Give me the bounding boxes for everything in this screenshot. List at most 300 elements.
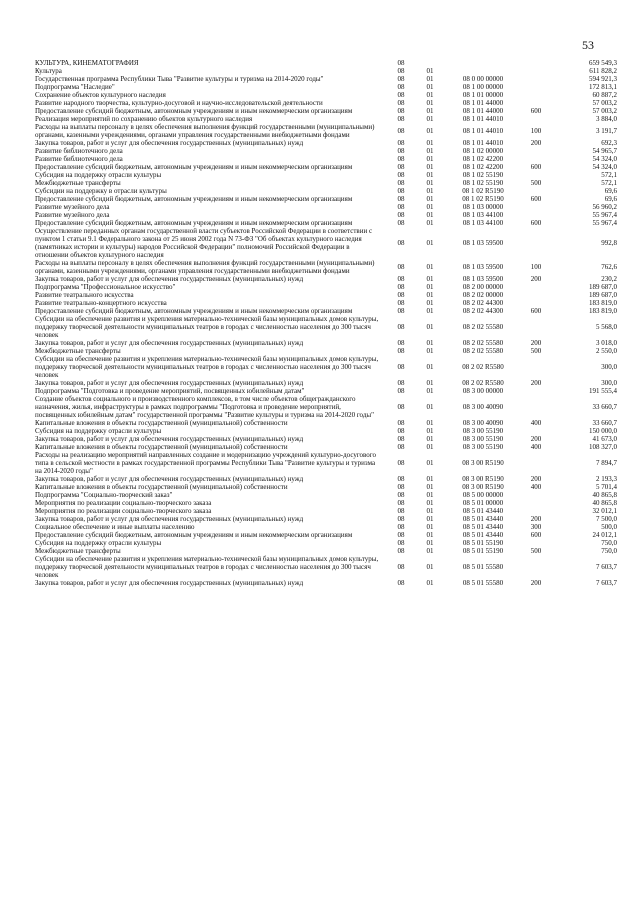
row-target-article: 08 2 02 55580 — [462, 323, 504, 331]
row-target-article: 08 1 02 55190 — [462, 179, 504, 187]
row-target-article: 08 0 00 00000 — [462, 75, 504, 83]
row-subsection: 01 — [426, 427, 434, 435]
row-expense-type — [521, 203, 551, 211]
table-row — [35, 547, 617, 555]
row-target-article: 08 5 01 55190 — [462, 539, 504, 547]
row-target-article: 08 5 01 55190 — [462, 547, 504, 555]
row-target-article: 08 5 01 00000 — [462, 499, 504, 507]
row-amount: 7 603,7 — [596, 579, 617, 587]
table-row — [35, 171, 617, 179]
row-section: 08 — [397, 147, 405, 155]
row-amount: 57 003,2 — [592, 99, 617, 107]
row-amount: 300,0 — [601, 363, 617, 371]
row-section: 08 — [397, 139, 405, 147]
row-subsection: 01 — [426, 499, 434, 507]
row-subsection: 01 — [426, 507, 434, 515]
budget-table-body — [35, 59, 617, 587]
row-amount: 189 687,0 — [589, 291, 617, 299]
row-amount: 108 327,0 — [589, 443, 617, 451]
row-target-article: 08 1 03 59500 — [462, 239, 504, 247]
row-expense-type: 100 — [530, 127, 542, 135]
row-expense-type: 600 — [530, 219, 542, 227]
row-section: 08 — [397, 515, 405, 523]
table-row — [35, 475, 617, 483]
row-expense-type — [521, 171, 551, 179]
table-row — [35, 451, 617, 475]
row-target-article: 08 1 01 44010 — [462, 115, 504, 123]
row-name: Предоставление субсидий бюджетным, автономным учреждениям и иным некоммерческим организациям — [35, 163, 353, 171]
table-row — [35, 283, 617, 291]
row-target-article: 08 2 02 00000 — [462, 291, 504, 299]
row-name: Предоставление субсидий бюджетным, автономным учреждениям и иным некоммерческим организациям — [35, 531, 353, 539]
row-section: 08 — [397, 75, 405, 83]
row-name: Развитие народного творчества, культурно-досуговой и научно-исследовательской деятельности — [35, 99, 323, 107]
table-row — [35, 523, 617, 531]
row-name: Субсидия на поддержку отрасли культуры — [35, 171, 162, 179]
row-name: Расходы на реализацию мероприятий направленных создание и модернизацию учреждений культурно-досугового типа в сельской местности в рамках государственной программы Республики Тыва "Развитие культуры и туризма на 2014-2020 годы" — [35, 451, 377, 475]
row-amount: 5 701,4 — [596, 483, 617, 491]
row-amount: 54 965,7 — [592, 147, 617, 155]
row-subsection: 01 — [426, 443, 434, 451]
row-subsection: 01 — [426, 75, 434, 83]
row-name: Развитие библиотечного дела — [35, 155, 123, 163]
row-subsection: 01 — [426, 515, 434, 523]
row-name: Культура — [35, 67, 62, 75]
row-expense-type — [521, 491, 551, 499]
row-amount: 40 865,8 — [592, 499, 617, 507]
table-row — [35, 291, 617, 299]
table-row — [35, 435, 617, 443]
table-row — [35, 83, 617, 91]
table-row — [35, 227, 617, 259]
row-target-article: 08 1 03 44100 — [462, 219, 504, 227]
row-section: 08 — [397, 491, 405, 499]
row-subsection: 01 — [426, 387, 434, 395]
row-name: Создание объектов социального и производственного комплексов, в том числе объектов общегражданского назначения, жилья, инфраструктуры в рамках подпрограммы "Подготовка и проведение мероприятий, посвященных юбилейным датам" государственной программы "Развитие культуры и туризма на 2014-2020 годы" — [35, 395, 374, 419]
row-subsection: 01 — [426, 203, 434, 211]
row-section: 08 — [397, 531, 405, 539]
row-target-article: 08 1 01 44010 — [462, 139, 504, 147]
row-target-article: 08 2 02 44300 — [462, 299, 504, 307]
row-amount: 57 003,2 — [592, 107, 617, 115]
table-row — [35, 307, 617, 315]
row-amount: 40 865,8 — [592, 491, 617, 499]
row-name: Капитальные вложения в объекты государственной (муниципальной) собственности — [35, 483, 288, 491]
table-row — [35, 107, 617, 115]
table-row — [35, 139, 617, 147]
table-row — [35, 195, 617, 203]
table-row — [35, 163, 617, 171]
row-expense-type: 200 — [530, 515, 542, 523]
row-expense-type — [521, 91, 551, 99]
table-row — [35, 491, 617, 499]
row-section: 08 — [397, 187, 405, 195]
row-section: 08 — [397, 347, 405, 355]
row-target-article: 08 3 00 40090 — [462, 419, 504, 427]
row-subsection: 01 — [426, 483, 434, 491]
row-name: Расходы на выплаты персоналу в целях обеспечения выполнения функций государственными (муниципальными) органами, казенными учреждениями, органами управления государственными внебюджетными фондами — [35, 259, 375, 275]
budget-table — [35, 59, 617, 587]
row-expense-type — [521, 395, 551, 419]
table-row — [35, 387, 617, 395]
row-amount: 611 828,2 — [589, 67, 617, 75]
row-amount: 659 549,3 — [589, 59, 617, 67]
row-amount: 191 555,4 — [589, 387, 617, 395]
row-name: Сохранение объектов культурного наследия — [35, 91, 166, 99]
row-name: Капитальные вложения в объекты государственной (муниципальной) собственности — [35, 419, 288, 427]
row-subsection: 01 — [426, 83, 434, 91]
row-name: Развитие музейного дела — [35, 203, 110, 211]
table-row — [35, 483, 617, 491]
row-expense-type: 600 — [530, 307, 542, 315]
row-amount: 992,8 — [601, 239, 617, 247]
row-amount: 189 687,0 — [589, 283, 617, 291]
row-expense-type — [521, 507, 551, 515]
row-subsection: 01 — [426, 263, 434, 271]
row-subsection: 01 — [426, 239, 434, 247]
row-subsection: 01 — [426, 163, 434, 171]
row-amount: 750,0 — [601, 539, 617, 547]
row-name: Предоставление субсидий бюджетным, автономным учреждениям и иным некоммерческим организациям — [35, 107, 353, 115]
row-amount: 69,6 — [604, 187, 617, 195]
row-expense-type — [521, 83, 551, 91]
table-row — [35, 355, 617, 379]
row-name: Социальное обеспечение и иные выплаты населению — [35, 523, 195, 531]
row-name: Закупка товаров, работ и услуг для обеспечения государственных (муниципальных) нужд — [35, 515, 304, 523]
table-row — [35, 155, 617, 163]
table-row — [35, 419, 617, 427]
row-target-article: 08 1 02 55190 — [462, 171, 504, 179]
row-expense-type — [521, 115, 551, 123]
row-subsection: 01 — [426, 339, 434, 347]
row-subsection: 01 — [426, 127, 434, 135]
row-section: 08 — [397, 239, 405, 247]
row-section: 08 — [397, 387, 405, 395]
row-amount: 500,0 — [601, 523, 617, 531]
row-target-article: 08 3 00 R5190 — [462, 483, 504, 491]
row-subsection: 01 — [426, 147, 434, 155]
row-expense-type — [521, 99, 551, 107]
row-target-article: 08 2 02 R5580 — [462, 363, 504, 371]
row-section: 08 — [397, 91, 405, 99]
row-section: 08 — [397, 291, 405, 299]
row-expense-type: 300 — [530, 523, 542, 531]
row-subsection: 01 — [426, 155, 434, 163]
row-amount: 230,2 — [601, 275, 617, 283]
row-section: 08 — [397, 563, 405, 571]
row-name: Закупка товаров, работ и услуг для обеспечения государственных (муниципальных) нужд — [35, 275, 304, 283]
row-section: 08 — [397, 403, 405, 411]
row-subsection: 01 — [426, 115, 434, 123]
row-target-article: 08 5 00 00000 — [462, 491, 504, 499]
row-target-article: 08 1 01 44010 — [462, 127, 504, 135]
row-subsection: 01 — [426, 379, 434, 387]
row-amount: 3 884,0 — [596, 115, 617, 123]
row-subsection: 01 — [426, 403, 434, 411]
row-target-article: 08 3 00 40090 — [462, 403, 504, 411]
row-subsection: 01 — [426, 211, 434, 219]
row-subsection: 01 — [426, 435, 434, 443]
row-section: 08 — [397, 307, 405, 315]
row-subsection: 01 — [426, 363, 434, 371]
row-expense-type — [521, 147, 551, 155]
table-row — [35, 59, 617, 67]
row-section: 08 — [397, 283, 405, 291]
row-expense-type: 400 — [530, 443, 542, 451]
row-target-article: 08 1 02 42200 — [462, 163, 504, 171]
row-amount: 2 193,3 — [596, 475, 617, 483]
row-section: 08 — [397, 83, 405, 91]
row-subsection: 01 — [426, 275, 434, 283]
row-expense-type: 600 — [530, 163, 542, 171]
row-section: 08 — [397, 263, 405, 271]
row-target-article: 08 2 00 00000 — [462, 283, 504, 291]
table-row — [35, 91, 617, 99]
row-expense-type: 600 — [530, 531, 542, 539]
row-expense-type — [521, 67, 551, 75]
row-amount: 56 960,2 — [592, 203, 617, 211]
row-target-article: 08 1 02 00000 — [462, 147, 504, 155]
row-name: Закупка товаров, работ и услуг для обеспечения государственных (муниципальных) нужд — [35, 579, 304, 587]
row-expense-type — [521, 211, 551, 219]
row-target-article: 08 5 01 55580 — [462, 563, 504, 571]
row-target-article: 08 1 02 R5190 — [462, 187, 504, 195]
row-target-article: 08 3 00 R5190 — [462, 475, 504, 483]
row-target-article: 08 5 01 55580 — [462, 579, 504, 587]
row-section: 08 — [397, 419, 405, 427]
row-section: 08 — [397, 99, 405, 107]
row-target-article: 08 2 02 55580 — [462, 347, 504, 355]
table-row — [35, 275, 617, 283]
row-amount: 7 603,7 — [596, 563, 617, 571]
row-expense-type — [521, 355, 551, 379]
row-section: 08 — [397, 579, 405, 587]
table-row — [35, 123, 617, 139]
row-section: 08 — [397, 59, 405, 67]
row-name: Развитие театрально-концертного искусства — [35, 299, 167, 307]
row-section: 08 — [397, 163, 405, 171]
row-name: Осуществление переданных органам государственной власти субъектов Российской Федерации в соответствии с пунктом 1 статьи 9.1 Федерального закона от 25 июня 2002 года N 73-ФЗ "Об объектах культурного наследия (памятниках истории и культуры) народов Российской Федерации" полномочий Российской Федерации в отношении объектов культурного наследия — [35, 227, 373, 259]
row-expense-type: 200 — [530, 475, 542, 483]
row-section: 08 — [397, 435, 405, 443]
row-target-article: 08 3 00 00000 — [462, 387, 504, 395]
row-expense-type — [521, 75, 551, 83]
row-subsection: 01 — [426, 459, 434, 467]
row-target-article: 08 1 02 R5190 — [462, 195, 504, 203]
row-subsection: 01 — [426, 179, 434, 187]
row-expense-type — [521, 387, 551, 395]
row-name: КУЛЬТУРА, КИНЕМАТОГРАФИЯ — [35, 59, 139, 67]
row-name: Субсидия на поддержку отрасли культуры — [35, 427, 162, 435]
page-number: 53 — [582, 38, 594, 52]
table-row — [35, 515, 617, 523]
row-section: 08 — [397, 459, 405, 467]
row-target-article: 08 3 00 R5190 — [462, 459, 504, 467]
row-amount: 750,0 — [601, 547, 617, 555]
row-expense-type: 100 — [530, 263, 542, 271]
row-target-article: 08 2 02 44300 — [462, 307, 504, 315]
row-expense-type — [521, 155, 551, 163]
row-expense-type — [521, 187, 551, 195]
table-row — [35, 219, 617, 227]
row-amount: 69,6 — [604, 195, 617, 203]
table-row — [35, 347, 617, 355]
row-expense-type: 600 — [530, 107, 542, 115]
row-expense-type: 400 — [530, 419, 542, 427]
row-expense-type: 200 — [530, 379, 542, 387]
row-amount: 692,3 — [601, 139, 617, 147]
row-subsection: 01 — [426, 195, 434, 203]
row-section: 08 — [397, 379, 405, 387]
row-expense-type — [521, 291, 551, 299]
table-row — [35, 147, 617, 155]
row-subsection: 01 — [426, 475, 434, 483]
row-subsection: 01 — [426, 539, 434, 547]
row-expense-type: 600 — [530, 195, 542, 203]
table-row — [35, 379, 617, 387]
row-name: Подпрограмма "Подготовка и проведение мероприятий, посвященных юбилейным датам" — [35, 387, 305, 395]
row-subsection: 01 — [426, 347, 434, 355]
row-amount: 33 660,7 — [592, 419, 617, 427]
table-row — [35, 555, 617, 579]
row-section: 08 — [397, 299, 405, 307]
row-amount: 172 813,1 — [589, 83, 617, 91]
row-amount: 24 012,1 — [592, 531, 617, 539]
table-row — [35, 427, 617, 435]
row-amount: 3 018,0 — [596, 339, 617, 347]
row-expense-type — [521, 299, 551, 307]
row-target-article: 08 1 03 59500 — [462, 263, 504, 271]
table-row — [35, 115, 617, 123]
row-name: Субсидии на поддержку в отрасли культуры — [35, 187, 167, 195]
row-subsection: 01 — [426, 563, 434, 571]
row-section: 08 — [397, 107, 405, 115]
row-amount: 150 000,0 — [589, 427, 617, 435]
row-target-article: 08 1 01 44000 — [462, 99, 504, 107]
row-name: Субсидии на обеспечение развития и укрепления материально-технической базы муниципальных домов культуры, поддержку творческой деятельности муниципальных театров в городах с численностью населения до 300 тысяч человек — [35, 315, 379, 339]
row-name: Подпрограмма "Наследие" — [35, 83, 115, 91]
table-row — [35, 211, 617, 219]
row-name: Предоставление субсидий бюджетным, автономным учреждениям и иным некоммерческим организациям — [35, 219, 353, 227]
row-amount: 55 967,4 — [592, 211, 617, 219]
row-expense-type: 200 — [530, 579, 542, 587]
row-section: 08 — [397, 219, 405, 227]
row-name: Подпрограмма "Профессиональное искусство" — [35, 283, 176, 291]
row-name: Расходы на выплаты персоналу в целях обеспечения выполнения функций государственными (муниципальными) органами, казенными учреждениями, органами управления государственными внебюджетными фондами — [35, 123, 375, 139]
row-subsection: 01 — [426, 307, 434, 315]
row-subsection: 01 — [426, 187, 434, 195]
row-amount: 183 819,0 — [589, 307, 617, 315]
row-expense-type — [521, 499, 551, 507]
row-target-article: 08 3 00 55190 — [462, 435, 504, 443]
row-amount: 183 819,0 — [589, 299, 617, 307]
row-expense-type — [521, 539, 551, 547]
row-amount: 7 894,7 — [596, 459, 617, 467]
row-target-article: 08 1 00 00000 — [462, 83, 504, 91]
row-section: 08 — [397, 67, 405, 75]
row-subsection: 01 — [426, 491, 434, 499]
row-target-article: 08 3 00 55190 — [462, 443, 504, 451]
row-name: Реализация мероприятий по сохранению объектов культурного наследия — [35, 115, 253, 123]
table-row — [35, 339, 617, 347]
table-row — [35, 539, 617, 547]
row-section: 08 — [397, 363, 405, 371]
row-name: Мероприятия по реализации социально-творческого заказа — [35, 499, 212, 507]
row-expense-type — [521, 315, 551, 339]
row-name: Развитие театрального искусства — [35, 291, 134, 299]
table-row — [35, 499, 617, 507]
row-section: 08 — [397, 507, 405, 515]
row-target-article — [445, 59, 521, 67]
row-target-article: 08 5 01 43440 — [462, 523, 504, 531]
row-amount: 300,0 — [601, 379, 617, 387]
row-section: 08 — [397, 539, 405, 547]
table-row — [35, 507, 617, 515]
row-amount: 7 500,0 — [596, 515, 617, 523]
row-name: Межбюджетные трансферты — [35, 347, 121, 355]
row-target-article: 08 3 00 55190 — [462, 427, 504, 435]
table-row — [35, 531, 617, 539]
row-expense-type: 500 — [530, 179, 542, 187]
row-section: 08 — [397, 179, 405, 187]
row-subsection: 01 — [426, 67, 434, 75]
row-amount: 572,1 — [601, 179, 617, 187]
row-expense-type — [521, 451, 551, 475]
row-section: 08 — [397, 203, 405, 211]
table-row — [35, 395, 617, 419]
row-section: 08 — [397, 427, 405, 435]
row-expense-type: 200 — [530, 339, 542, 347]
row-expense-type — [521, 283, 551, 291]
row-expense-type — [521, 427, 551, 435]
row-amount: 41 673,0 — [592, 435, 617, 443]
row-subsection: 01 — [426, 107, 434, 115]
table-row — [35, 179, 617, 187]
row-subsection: 01 — [426, 291, 434, 299]
row-expense-type: 200 — [530, 275, 542, 283]
row-amount: 54 324,0 — [592, 163, 617, 171]
row-name: Межбюджетные трансферты — [35, 547, 121, 555]
row-name: Развитие библиотечного дела — [35, 147, 123, 155]
row-amount: 5 568,0 — [596, 323, 617, 331]
row-expense-type — [521, 555, 551, 579]
row-expense-type: 200 — [530, 139, 542, 147]
row-expense-type: 500 — [530, 347, 542, 355]
row-name: Закупка товаров, работ и услуг для обеспечения государственных (муниципальных) нужд — [35, 435, 304, 443]
row-subsection: 01 — [426, 323, 434, 331]
row-amount: 60 887,2 — [592, 91, 617, 99]
row-amount: 32 012,1 — [592, 507, 617, 515]
row-name: Государственная программа Республики Тыва "Развитие культуры и туризма на 2014-2020 годы" — [35, 75, 324, 83]
row-section: 08 — [397, 115, 405, 123]
table-row — [35, 579, 617, 587]
table-row — [35, 315, 617, 339]
row-target-article: 08 2 02 R5580 — [462, 379, 504, 387]
table-row — [35, 203, 617, 211]
row-subsection: 01 — [426, 579, 434, 587]
row-target-article: 08 1 03 00000 — [462, 203, 504, 211]
row-name: Предоставление субсидий бюджетным, автономным учреждениям и иным некоммерческим организациям — [35, 195, 353, 203]
row-section: 08 — [397, 475, 405, 483]
row-amount: 594 921,3 — [589, 75, 617, 83]
row-section: 08 — [397, 211, 405, 219]
row-name: Субсидии на обеспечение развития и укрепления материально-технической базы муниципальных домов культуры, поддержку творческой деятельности муниципальных театров в городах с численностью населения до 300 тысяч человек — [35, 555, 379, 579]
row-target-article: 08 1 03 44100 — [462, 211, 504, 219]
row-section: 08 — [397, 523, 405, 531]
row-amount: 572,1 — [601, 171, 617, 179]
row-target-article: 08 5 01 43440 — [462, 515, 504, 523]
row-section: 08 — [397, 547, 405, 555]
